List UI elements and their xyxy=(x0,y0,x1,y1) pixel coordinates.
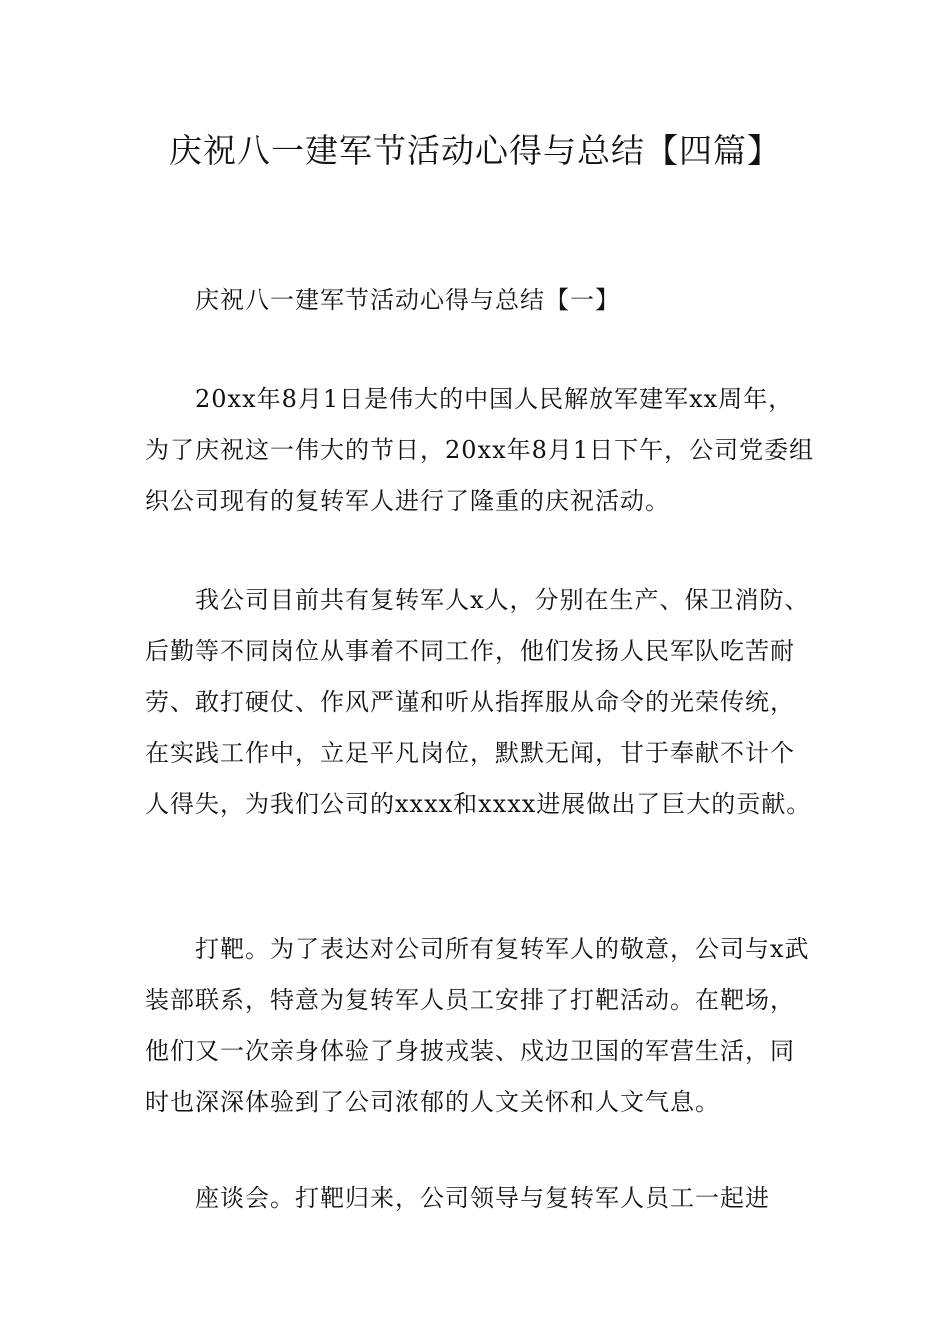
paragraph-1: 20xx年8月1日是伟大的中国人民解放军建军xx周年，为了庆祝这一伟大的节日，20xx年8月1日下午，公司党委组织公司现有的复转军人进行了隆重的庆祝活动。 xyxy=(145,385,815,515)
paragraph-4: 座谈会。打靶归来，公司领导与复转军人员工一起进 xyxy=(195,1184,770,1212)
paragraph-2: 我公司目前共有复转军人x人，分别在生产、保卫消防、后勤等不同岗位从事着不同工作，他们发扬人民军队吃苦耐劳、敢打硬仗、作风严谨和听从指挥服从命令的光荣传统，在实践工作中，立足平凡岗位，默默无闻，甘于奉献不计个人得失，为我们公司的xxxx和xxxx进展做出了巨大的贡献。 xyxy=(145,586,812,818)
paragraph-3: 打靶。为了表达对公司所有复转军人的敬意，公司与x武装部联系，特意为复转军人员工安排了打靶活动。在靶场，他们又一次亲身体验了身披戎装、戍边卫国的军营生活，同时也深深体验到了公司浓郁的人文关怀和人文气息。 xyxy=(145,935,810,1116)
section-heading: 庆祝八一建军节活动心得与总结【一】 xyxy=(195,286,620,314)
document-title: 庆祝八一建军节活动心得与总结【四篇】 xyxy=(169,131,781,170)
